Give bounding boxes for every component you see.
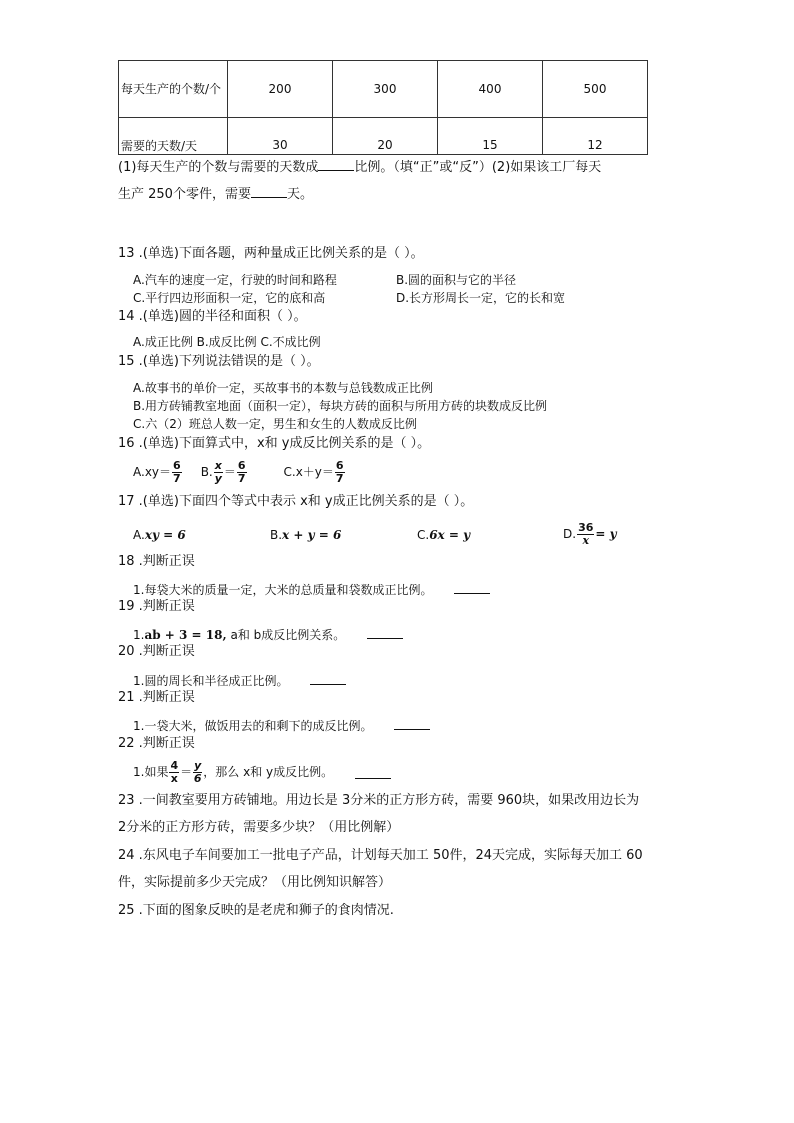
q15-stem: 15 .(单选)下列说法错误的是（ ）。 (118, 354, 320, 369)
fraction (237, 460, 247, 485)
q14-stem: 14 .(单选)圆的半径和面积（ ）。 (118, 309, 307, 324)
q17-option-b (270, 528, 341, 543)
table-cell: 30 (228, 118, 333, 155)
fraction (169, 760, 179, 785)
answer-blank[interactable] (318, 158, 354, 171)
numerator: 6 (237, 459, 246, 472)
math-expression: ab + 3 = 18, (144, 628, 227, 642)
q12-text: 天。 (286, 187, 313, 202)
q16-option-c: C.x＋y＝ (283, 465, 334, 479)
statement-text: 1. (133, 628, 145, 642)
numerator: 6 (335, 459, 344, 472)
fraction (335, 460, 345, 485)
q15-option-c: C.六（2）班总人数一定，男生和女生的人数成反比例 (133, 417, 417, 431)
q16-option-b: B. (200, 465, 213, 479)
production-table (118, 60, 648, 155)
option-letter: B. (270, 528, 283, 542)
q13-option-d: D.长方形周长一定，它的长和宽 (396, 291, 566, 305)
fraction (577, 522, 594, 547)
q16-stem: 16 .(单选)下面算式中，x和 y成反比例关系的是（ ）。 (118, 436, 431, 451)
statement-text: 1.圆的周长和半径成正比例。 (133, 674, 289, 688)
statement-text: 1.一袋大米，做饭用去的和剩下的成反比例。 (133, 719, 373, 733)
q17-stem: 17 .(单选)下面四个等式中表示 x和 y成正比例关系的是（ ）。 (118, 494, 474, 509)
math-expression: = y (595, 527, 617, 541)
table-row (119, 61, 648, 118)
q16-options (133, 460, 346, 485)
q17-option-d (563, 522, 617, 547)
table-cell: 20 (333, 118, 438, 155)
q12-text: (1)每天生产的个数与需要的天数成 (118, 160, 319, 175)
numerator: 4 (170, 759, 179, 772)
q14-options: A.成正比例 B.成反比例 C.不成比例 (133, 335, 321, 349)
statement-text: 1.如果 (133, 765, 169, 779)
table-header-cell: 需要的天数/天 (119, 118, 228, 155)
q12-line2 (118, 185, 313, 203)
q12-line1 (118, 158, 601, 176)
q20-title: 20 .判断正误 (118, 644, 195, 659)
answer-blank[interactable] (355, 766, 391, 779)
q24-line1: 24 .东风电子车间要加工一批电子产品，计划每天加工 50件，24天完成，实际每天加工 60 (118, 848, 643, 863)
q13-option-b: B.圆的面积与它的半径 (396, 273, 517, 287)
table-cell: 200 (228, 61, 333, 118)
option-letter: A. (133, 528, 145, 542)
table-row (119, 118, 648, 155)
q12-text: 生产 250个零件，需要 (118, 187, 251, 202)
denominator: x (170, 772, 178, 785)
statement-text: a和 b成反比例关系。 (226, 628, 346, 642)
q25-line1: 25 .下面的图象反映的是老虎和狮子的食肉情况. (118, 903, 394, 918)
equals-sign: ＝ (180, 765, 193, 779)
q22-title: 22 .判断正误 (118, 736, 195, 751)
answer-blank[interactable] (394, 717, 430, 730)
denominator: 7 (237, 472, 246, 485)
table-header-cell: 每天生产的个数/个 (119, 61, 228, 118)
q24-line2: 件，实际提前多少天完成？（用比例知识解答） (118, 875, 392, 890)
q18-title: 18 .判断正误 (118, 554, 195, 569)
option-letter: D. (563, 527, 577, 541)
q13-option-c: C.平行四边形面积一定，它的底和高 (133, 291, 326, 305)
table-cell: 500 (543, 61, 648, 118)
math-expression: 6x = y (429, 528, 471, 542)
statement-text: ，那么 x和 y成反比例。 (203, 765, 334, 779)
table-cell: 12 (543, 118, 648, 155)
denominator: 6 (193, 772, 202, 785)
q15-option-a: A.故事书的单价一定，买故事书的本数与总钱数成正比例 (133, 381, 433, 395)
denominator: y (214, 472, 222, 485)
numerator: x (214, 459, 222, 472)
q19-title: 19 .判断正误 (118, 599, 195, 614)
answer-blank[interactable] (310, 672, 346, 685)
denominator: 7 (173, 472, 181, 485)
numerator: y (194, 759, 202, 772)
numerator: 36 (578, 521, 594, 534)
denominator: x (582, 534, 589, 547)
option-letter: C. (417, 528, 430, 542)
q22-statement (133, 760, 391, 785)
denominator: 7 (335, 472, 344, 485)
math-expression: xy = 6 (144, 528, 186, 542)
numerator: 6 (173, 459, 181, 472)
q16-option-a: A.xy＝ (133, 465, 172, 479)
q19-statement (133, 626, 403, 643)
q12-text: 比例。（填“正”或“反”）(2)如果该工厂每天 (354, 160, 602, 175)
q21-title: 21 .判断正误 (118, 690, 195, 705)
q17-option-c (417, 528, 470, 543)
q21-statement (133, 717, 430, 734)
q20-statement (133, 672, 346, 689)
math-expression: x + y = 6 (282, 528, 342, 542)
answer-blank[interactable] (251, 185, 287, 198)
q13-option-a: A.汽车的速度一定，行驶的时间和路程 (133, 273, 337, 287)
fraction (193, 760, 202, 785)
table-cell: 15 (438, 118, 543, 155)
q23-line1: 23 .一间教室要用方砖铺地。用边长是 3分米的正方形方砖，需要 960块，如果改用边长为 (118, 793, 640, 808)
q17-option-a (133, 528, 186, 543)
fraction (172, 460, 182, 485)
fraction (214, 460, 223, 485)
statement-text: 1.每袋大米的质量一定，大米的总质量和袋数成正比例。 (133, 583, 433, 597)
q23-line2: 2分米的正方形方砖，需要多少块？（用比例解） (118, 820, 400, 835)
q15-option-b: B.用方砖铺教室地面（面积一定），每块方砖的面积与所用方砖的块数成反比例 (133, 399, 548, 413)
table-cell: 400 (438, 61, 543, 118)
q13-stem: 13 .(单选)下面各题，两种量成正比例关系的是（ ）。 (118, 246, 424, 261)
answer-blank[interactable] (367, 626, 403, 639)
q18-statement (133, 581, 490, 598)
answer-blank[interactable] (454, 581, 490, 594)
table-cell: 300 (333, 61, 438, 118)
equals-sign: ＝ (223, 465, 236, 479)
